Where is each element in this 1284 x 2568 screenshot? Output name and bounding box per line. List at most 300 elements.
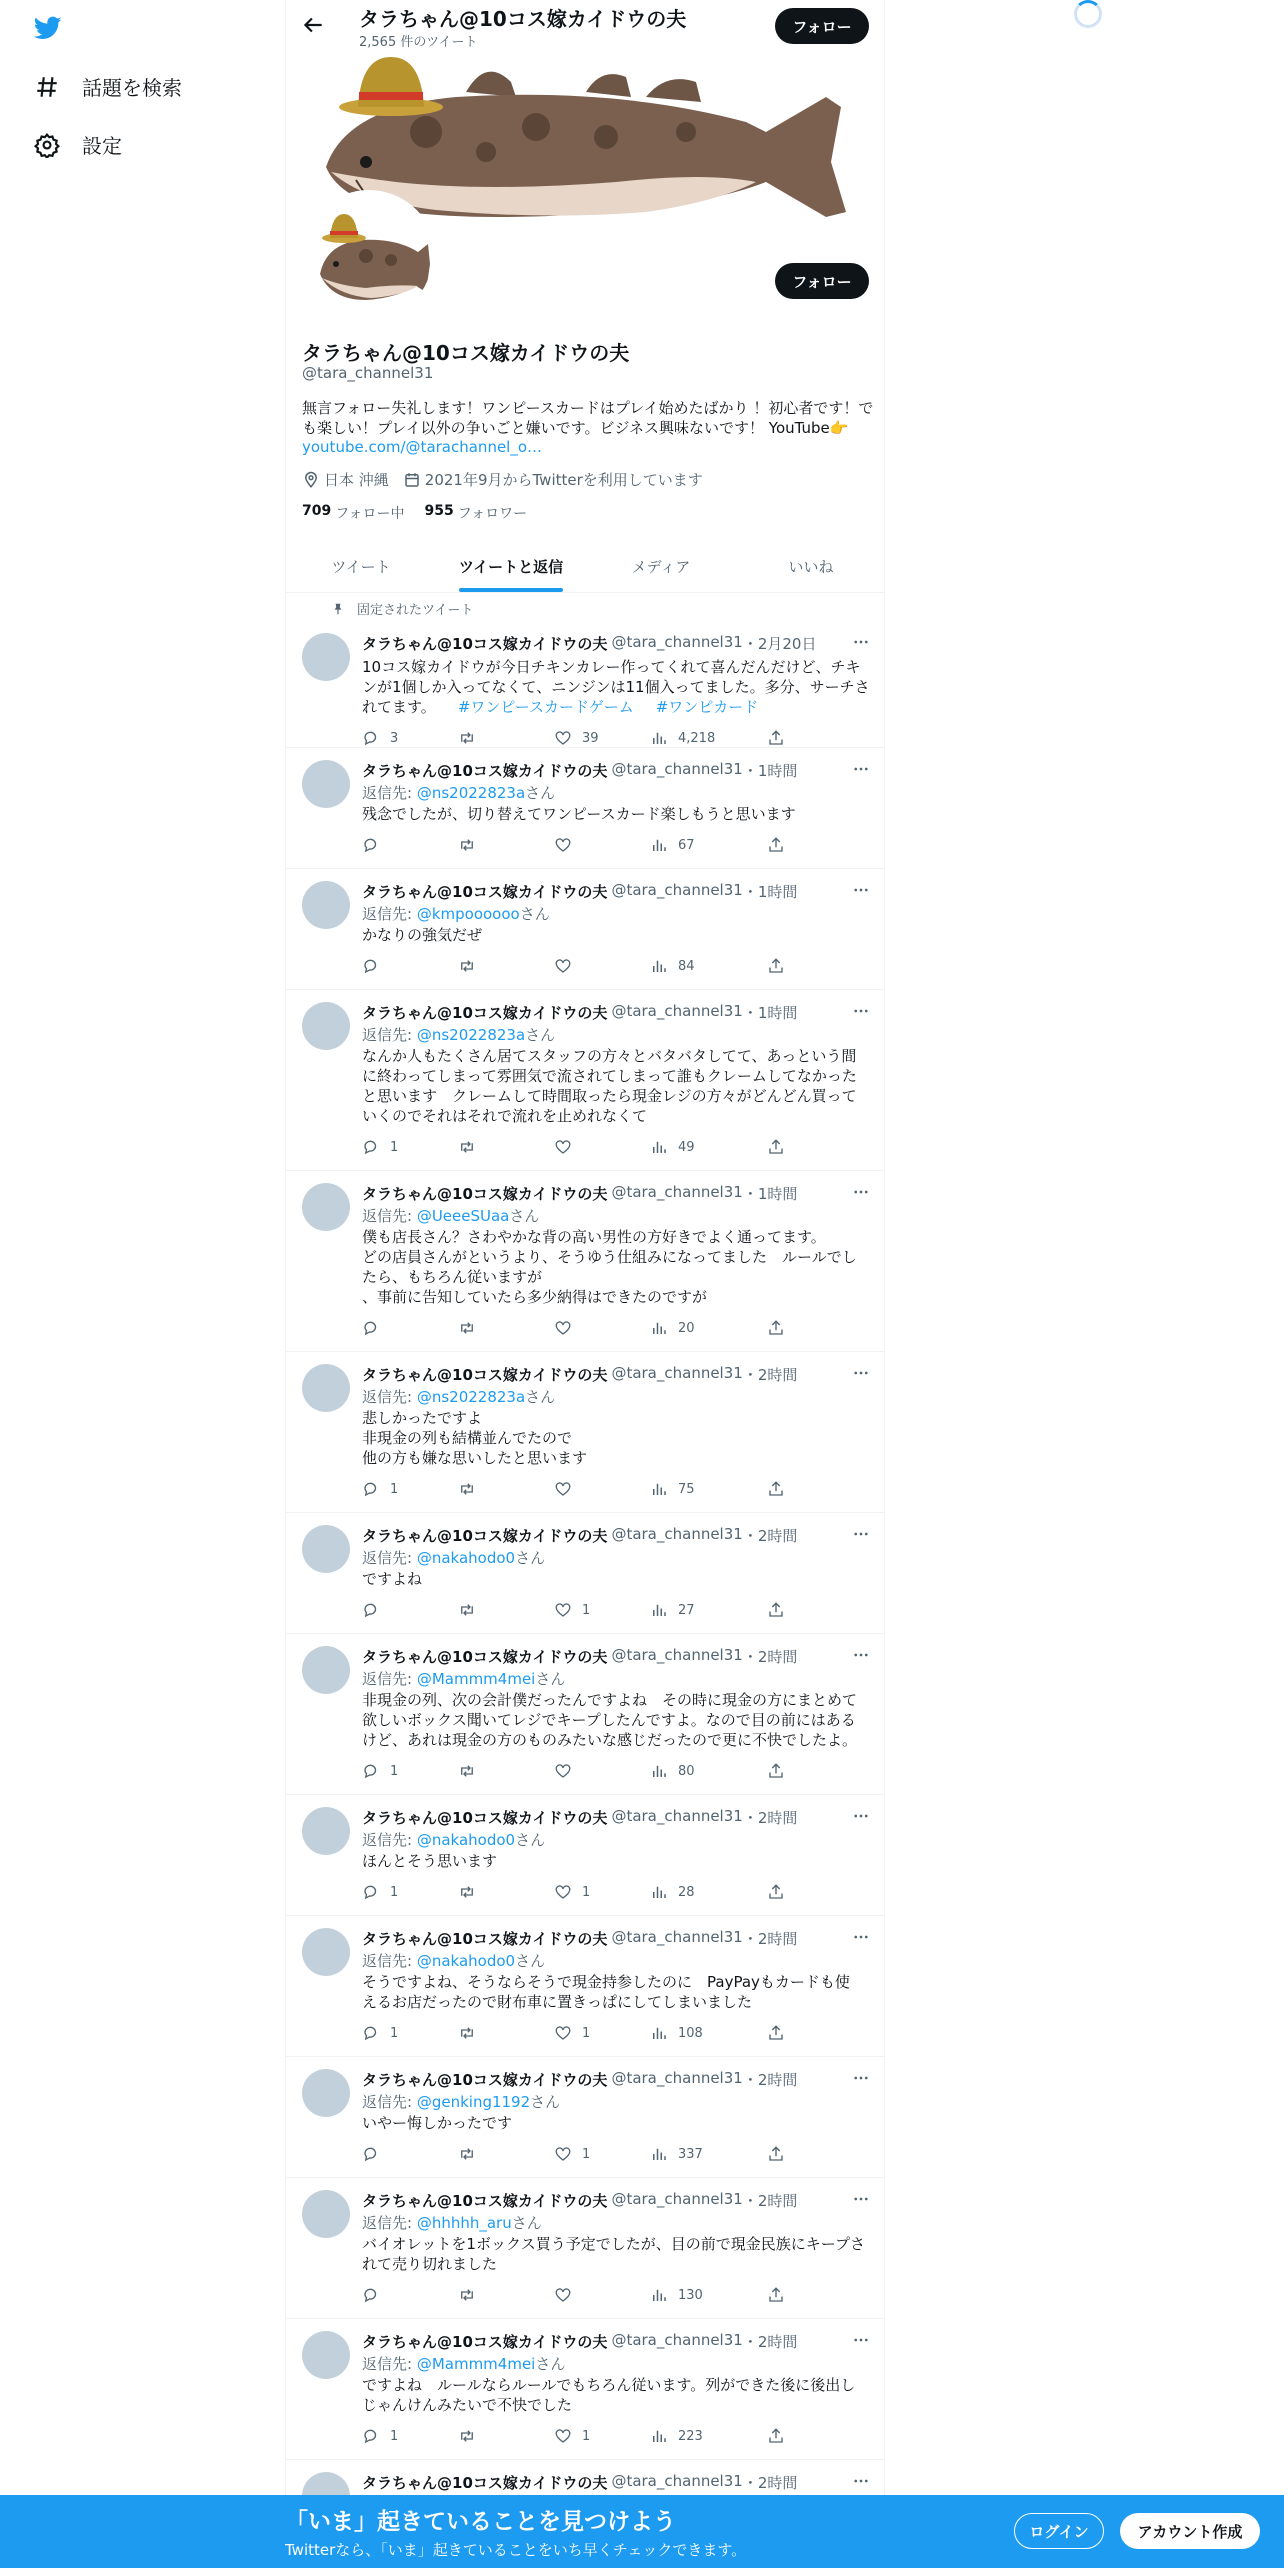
tweet-time[interactable]: ・2時間 [742,2333,798,2351]
reply-icon [362,729,380,747]
share-button[interactable] [767,1319,785,1337]
reply-button[interactable] [362,1601,390,1619]
tweet[interactable] [286,2319,885,2460]
tweet-author-name[interactable]: タラちゃん@10コス嫁カイドウの夫 [362,1185,608,1203]
tweet-author-name[interactable]: タラちゃん@10コス嫁カイドウの夫 [362,1527,608,1545]
tweet-text [362,1851,874,1871]
heart-icon [554,2024,572,2042]
twitter-bird-icon[interactable] [32,14,64,42]
share-button[interactable] [767,836,785,854]
more-options-icon[interactable] [852,2472,870,2490]
reply-button[interactable] [362,2145,390,2163]
view-count: 75 [678,1481,695,1497]
back-arrow-icon[interactable] [300,12,326,38]
tweet-author-handle[interactable]: @tara_channel31 [611,1364,743,1382]
tweet-header [362,760,797,781]
retweet-icon [458,836,476,854]
tweet-header [362,2331,797,2352]
tab-media[interactable]: メディア [631,557,691,576]
retweet-button[interactable] [458,2145,486,2163]
like-button[interactable] [554,1138,582,1156]
tweet-time[interactable]: ・2時間 [742,2474,798,2492]
more-options-icon[interactable] [852,1646,870,1664]
like-button[interactable] [554,1762,582,1780]
retweet-button[interactable] [458,1883,486,1901]
retweet-button[interactable] [458,2427,486,2445]
reply-button[interactable] [362,1762,398,1780]
more-options-icon[interactable] [852,633,870,651]
signup-prompt-bar [0,2495,1284,2568]
reply-count: 1 [390,1481,399,1497]
tweet-time[interactable]: ・2時間 [742,2192,798,2210]
like-button[interactable] [554,729,599,747]
reply-mention[interactable]: @kmpoooooo [416,905,520,923]
reply-context [362,1950,545,1971]
share-icon [767,836,785,854]
more-options-icon[interactable] [852,1002,870,1020]
tweet[interactable] [286,1634,885,1795]
reply-icon [362,1138,380,1156]
views-chart-icon [650,1883,668,1901]
heart-icon [554,1480,572,1498]
profile-location: 日本 沖縄 [324,471,389,489]
retweet-icon [458,2145,476,2163]
views-button[interactable] [650,1883,695,1901]
reply-prefix: 返信先: [362,1207,417,1225]
tweet-author-handle[interactable]: @tara_channel31 [611,1183,743,1201]
nav-explore[interactable] [34,72,182,101]
more-options-icon[interactable] [852,1807,870,1825]
tweet-time[interactable]: ・2時間 [742,1809,798,1827]
tweet-author-name[interactable]: タラちゃん@10コス嫁カイドウの夫 [362,2333,608,2351]
hashtag-icon [34,74,60,100]
tweet-actions [362,1883,792,1903]
calendar-icon [403,471,421,489]
tweet-avatar[interactable] [302,1002,350,1050]
retweet-button[interactable] [458,1138,486,1156]
tweet-avatar[interactable] [302,633,350,681]
tweet-author-handle[interactable]: @tara_channel31 [611,2472,743,2490]
reply-button[interactable] [362,2427,398,2445]
share-icon [767,2145,785,2163]
tweet-time[interactable]: ・1時間 [742,883,798,901]
tweet-author-name[interactable]: タラちゃん@10コス嫁カイドウの夫 [362,762,608,780]
heart-icon [554,2427,572,2445]
retweet-button[interactable] [458,1762,486,1780]
share-icon [767,1762,785,1780]
reply-context [362,2212,542,2233]
share-button[interactable] [767,1601,785,1619]
tweet-author-handle[interactable]: @tara_channel31 [611,633,743,651]
reply-mention[interactable]: @nakahodo0 [416,1952,516,1970]
reply-mention[interactable]: @ns2022823a [416,1026,526,1044]
follow-button-profile[interactable]: フォロー [775,263,869,299]
heart-icon [554,729,572,747]
reply-mention[interactable]: @Mammm4mei [416,2355,536,2373]
tweet-actions [362,1480,792,1500]
views-button[interactable] [650,2427,703,2445]
tweet-author-name[interactable]: タラちゃん@10コス嫁カイドウの夫 [362,1930,608,1948]
tab-tweets-and-replies[interactable]: ツイートと返信 [436,540,586,592]
view-count: 337 [678,2146,703,2162]
views-button[interactable] [650,1138,695,1156]
tweet-avatar[interactable] [302,2069,350,2117]
retweet-button[interactable] [458,1319,486,1337]
reply-prefix: 返信先: [362,1952,417,1970]
tweet[interactable] [286,2057,885,2178]
view-count: 108 [678,2025,703,2041]
following-count[interactable]: 709 [302,503,332,519]
tweet-author-handle[interactable]: @tara_channel31 [611,2190,743,2208]
tweet-avatar[interactable] [302,1183,350,1231]
tweet-avatar[interactable] [302,760,350,808]
views-button[interactable] [650,2286,703,2304]
tweet-author-handle[interactable]: @tara_channel31 [611,1525,743,1543]
like-button[interactable] [554,1480,582,1498]
tweet-avatar[interactable] [302,881,350,929]
following-label[interactable]: フォロー中 [335,506,405,522]
share-icon [767,729,785,747]
tweet-time[interactable]: ・1時間 [742,762,798,780]
view-count: 49 [678,1139,695,1155]
reply-prefix: 返信先: [362,1388,417,1406]
tweet-avatar[interactable] [302,2190,350,2238]
followers-label[interactable]: フォロワー [457,506,528,522]
tweet-text-line: 、事前に告知していたら多少納得はできたのですが [362,1288,708,1306]
profile-meta [302,469,703,490]
reply-prefix: 返信先: [362,905,417,923]
tweet-text-line: じゃんけんみたいで不快でした [362,2396,573,2414]
tweet-actions [362,2024,792,2044]
views-chart-icon [650,1319,668,1337]
profile-joined: 2021年9月からTwitterを利用しています [424,471,703,489]
reply-prefix: 返信先: [362,1549,417,1567]
tweet-count: 2,565 件のツイート [359,35,478,50]
tweet-author-name[interactable]: タラちゃん@10コス嫁カイドウの夫 [362,1004,608,1022]
more-options-icon[interactable] [852,2069,870,2087]
reply-icon [362,1601,380,1619]
tweet-text [362,657,874,717]
reply-count: 1 [390,1139,399,1155]
tweet-avatar[interactable] [302,1807,350,1855]
tweet[interactable] [286,1916,885,2057]
reply-mention[interactable]: @hhhhh_aru [416,2214,512,2232]
tweet[interactable] [286,748,885,869]
tweet[interactable] [286,990,885,1171]
tweet-time[interactable]: ・2月20日 [742,635,817,653]
tweet-text-line: たら、もちろん従いますが [362,1268,543,1286]
reply-button[interactable] [362,1138,398,1156]
share-button[interactable] [767,957,785,975]
views-button[interactable] [650,2024,703,2042]
tweet-text-line: ですよね [362,1570,423,1588]
reply-count: 3 [390,730,399,746]
tweet-text-line: かなりの強気だぜ [362,926,483,944]
reply-context [362,1829,545,1850]
heart-icon [554,2145,572,2163]
tweet-time[interactable]: ・1時間 [742,1004,798,1022]
reply-button[interactable] [362,957,390,975]
hashtag-link[interactable]: #ワンピースカードゲーム [457,698,634,716]
profile-link[interactable]: youtube.com/@tarachannel_o… [302,438,543,456]
tweet[interactable] [286,1513,885,1634]
heart-icon [554,1762,572,1780]
reply-context [362,1205,539,1226]
signup-prompt-subtitle: Twitterなら、「いま」起きていることをいち早くチェックできます。 [285,2541,747,2559]
reply-context [362,1668,565,1689]
tweet-author-handle[interactable]: @tara_channel31 [611,881,743,899]
reply-count: 1 [390,1763,399,1779]
retweet-button[interactable] [458,2024,486,2042]
more-options-icon[interactable] [852,760,870,778]
reply-suffix: さん [511,2214,542,2232]
views-button[interactable] [650,1601,695,1619]
tweet-text [362,2234,874,2274]
tweet-time[interactable]: ・2時間 [742,1930,798,1948]
pinned-label: 固定されたツイート [357,603,474,618]
more-options-icon[interactable] [852,1525,870,1543]
profile-avatar[interactable] [302,190,436,324]
tweet-avatar[interactable] [302,1525,350,1573]
profile-column [285,0,885,2568]
more-options-icon[interactable] [852,1364,870,1382]
tweet-text-line: バイオレットを1ボックス買う予定でしたが、目の前で現金民族にキープさ [362,2235,866,2253]
view-count: 67 [678,837,695,853]
profile-header-bar [286,0,885,52]
view-count: 4,218 [678,730,716,746]
tweet[interactable] [286,593,885,748]
share-button[interactable] [767,1883,785,1901]
reply-mention[interactable]: @nakahodo0 [416,1831,516,1849]
tweet-time[interactable]: ・2時間 [742,1648,798,1666]
like-button[interactable] [554,2286,582,2304]
retweet-button[interactable] [458,2286,486,2304]
gear-icon [34,132,60,158]
share-button[interactable] [767,2286,785,2304]
more-options-icon[interactable] [852,1928,870,1946]
retweet-button[interactable] [458,729,486,747]
tweet[interactable] [286,2178,885,2319]
reply-icon [362,1762,380,1780]
reply-button[interactable] [362,1480,398,1498]
reply-button[interactable] [362,1883,398,1901]
tweet[interactable] [286,1352,885,1513]
reply-icon [362,1883,380,1901]
tweet-text [362,1569,874,1589]
tweet-header [362,1928,797,1949]
tweet-author-name[interactable]: タラちゃん@10コス嫁カイドウの夫 [362,1648,608,1666]
like-button[interactable] [554,2024,590,2042]
hashtag-link[interactable]: #ワンピカード [655,698,759,716]
like-count: 1 [582,1602,591,1618]
retweet-icon [458,957,476,975]
tweet-author-handle[interactable]: @tara_channel31 [611,1807,743,1825]
reply-button[interactable] [362,836,390,854]
retweet-icon [458,1480,476,1498]
reply-context [362,1024,555,1045]
more-options-icon[interactable] [852,2190,870,2208]
tweet[interactable] [286,869,885,990]
more-options-icon[interactable] [852,881,870,899]
loading-spinner-icon [1074,0,1102,28]
tweet[interactable] [286,1171,885,1352]
nav-settings[interactable] [34,130,122,159]
tweet-text-line: なんか人もたくさん居てスタッフの方々とバタバタしてて、あっという間 [362,1047,857,1065]
like-button[interactable] [554,2427,590,2445]
tweet-text-line: そうですよね、そうならそうで現金持参したのに PayPayもカードも使 [362,1973,850,1991]
tweet-actions [362,1601,792,1621]
like-button[interactable] [554,957,582,975]
tweet-avatar[interactable] [302,1928,350,1976]
tweet-avatar[interactable] [302,1364,350,1412]
reply-button[interactable] [362,1319,390,1337]
fish-avatar-illustration [306,194,432,320]
share-button[interactable] [767,1762,785,1780]
share-button[interactable] [767,2024,785,2042]
retweet-icon [458,1138,476,1156]
reply-suffix: さん [509,1207,540,1225]
tweet-avatar[interactable] [302,2331,350,2379]
tweet-author-name[interactable]: タラちゃん@10コス嫁カイドウの夫 [362,2474,608,2492]
tweet-author-handle[interactable]: @tara_channel31 [611,1928,743,1946]
reply-mention[interactable]: @nakahodo0 [416,1549,516,1567]
tweet-avatar[interactable] [302,1646,350,1694]
tweet-header [362,633,816,654]
reply-count: 1 [390,2025,399,2041]
views-button[interactable] [650,729,715,747]
heart-icon [554,1319,572,1337]
tweet-author-handle[interactable]: @tara_channel31 [611,760,743,778]
views-chart-icon [650,1762,668,1780]
tweet-text [362,1408,874,1468]
tweet-author-name[interactable]: タラちゃん@10コス嫁カイドウの夫 [362,635,608,653]
reply-count: 1 [390,1884,399,1900]
views-button[interactable] [650,1480,695,1498]
views-button[interactable] [650,1762,695,1780]
tweet-text [362,2113,874,2133]
tweet-text [362,1046,874,1126]
views-button[interactable] [650,2145,703,2163]
tab-tweets[interactable]: ツイート [331,557,391,576]
reply-suffix: さん [535,2355,566,2373]
follow-button-header[interactable]: フォロー [775,8,869,44]
reply-mention[interactable]: @Mammm4mei [416,1670,536,1688]
retweet-button[interactable] [458,1601,486,1619]
share-button[interactable] [767,2427,785,2445]
tweet-text-line: れてます。 [362,698,436,716]
signup-button[interactable]: アカウント作成 [1120,2513,1260,2549]
reply-suffix: さん [515,1549,546,1567]
reply-suffix: さん [525,1388,556,1406]
reply-button[interactable] [362,729,398,747]
share-button[interactable] [767,729,785,747]
tweet-author-handle[interactable]: @tara_channel31 [611,1002,743,1020]
tweet-text-line: 残念でしたが、切り替えてワンピースカード楽しもうと思います [362,805,796,823]
tweet-text-line: 悲しかったですよ [362,1409,483,1427]
views-chart-icon [650,2286,668,2304]
tweet-time[interactable]: ・1時間 [742,1185,798,1203]
tweet-author-name[interactable]: タラちゃん@10コス嫁カイドウの夫 [362,1366,608,1384]
tweet-header [362,2190,797,2211]
reply-button[interactable] [362,2286,390,2304]
like-button[interactable] [554,1883,590,1901]
retweet-icon [458,2427,476,2445]
like-button[interactable] [554,1601,590,1619]
views-button[interactable] [650,957,695,975]
reply-mention[interactable]: @genking1192 [416,2093,531,2111]
tweet-actions [362,1138,792,1158]
retweet-button[interactable] [458,1480,486,1498]
tweet-time[interactable]: ・2時間 [742,1527,798,1545]
reply-mention[interactable]: @ns2022823a [416,1388,526,1406]
share-button[interactable] [767,1480,785,1498]
tweet-time[interactable]: ・2時間 [742,1366,798,1384]
views-chart-icon [650,1480,668,1498]
tweet-author-handle[interactable]: @tara_channel31 [611,2069,743,2087]
reply-prefix: 返信先: [362,1026,417,1044]
reply-count: 1 [390,2428,399,2444]
location-pin-icon [302,471,320,489]
heart-icon [554,2286,572,2304]
heart-icon [554,836,572,854]
reply-prefix: 返信先: [362,784,417,802]
tweet-author-name[interactable]: タラちゃん@10コス嫁カイドウの夫 [362,883,608,901]
retweet-button[interactable] [458,957,486,975]
reply-suffix: さん [530,2093,561,2111]
reply-mention[interactable]: @UeeeSUaa [416,1207,510,1225]
reply-mention[interactable]: @ns2022823a [416,784,526,802]
views-button[interactable] [650,1319,695,1337]
like-button[interactable] [554,836,582,854]
retweet-icon [458,2286,476,2304]
login-button[interactable]: ログイン [1014,2513,1104,2549]
tweet-time[interactable]: ・2時間 [742,2071,798,2089]
header-title: タラちゃん@10コス嫁カイドウの夫 [359,7,687,31]
tab-likes[interactable]: いいね [788,557,834,576]
tweet-text [362,2375,874,2415]
tweet-author-name[interactable]: タラちゃん@10コス嫁カイドウの夫 [362,2192,608,2210]
share-button[interactable] [767,1138,785,1156]
tweet-actions [362,729,792,749]
reply-button[interactable] [362,2024,398,2042]
tweet-author-handle[interactable]: @tara_channel31 [611,1646,743,1664]
tweet-text-line: 非現金の列、次の会計僕だったんですよね その時に現金の方にまとめて [362,1691,858,1709]
views-button[interactable] [650,836,695,854]
reply-context [362,1386,555,1407]
retweet-button[interactable] [458,836,486,854]
tweet[interactable] [286,1795,885,1916]
tweet-author-name[interactable]: タラちゃん@10コス嫁カイドウの夫 [362,2071,608,2089]
like-button[interactable] [554,1319,582,1337]
tweet-header [362,1807,797,1828]
views-chart-icon [650,1601,668,1619]
reply-prefix: 返信先: [362,1831,417,1849]
tweet-text-line: れて売り切れました [362,2255,498,2273]
share-icon [767,2427,785,2445]
like-button[interactable] [554,2145,590,2163]
more-options-icon[interactable] [852,1183,870,1201]
share-button[interactable] [767,2145,785,2163]
tweet-author-handle[interactable]: @tara_channel31 [611,2331,743,2349]
share-icon [767,1319,785,1337]
followers-count[interactable]: 955 [424,503,454,519]
reply-context [362,2091,560,2112]
share-icon [767,1480,785,1498]
tweet-author-name[interactable]: タラちゃん@10コス嫁カイドウの夫 [362,1809,608,1827]
tweet-actions [362,2145,792,2165]
heart-icon [554,1138,572,1156]
more-options-icon[interactable] [852,2331,870,2349]
